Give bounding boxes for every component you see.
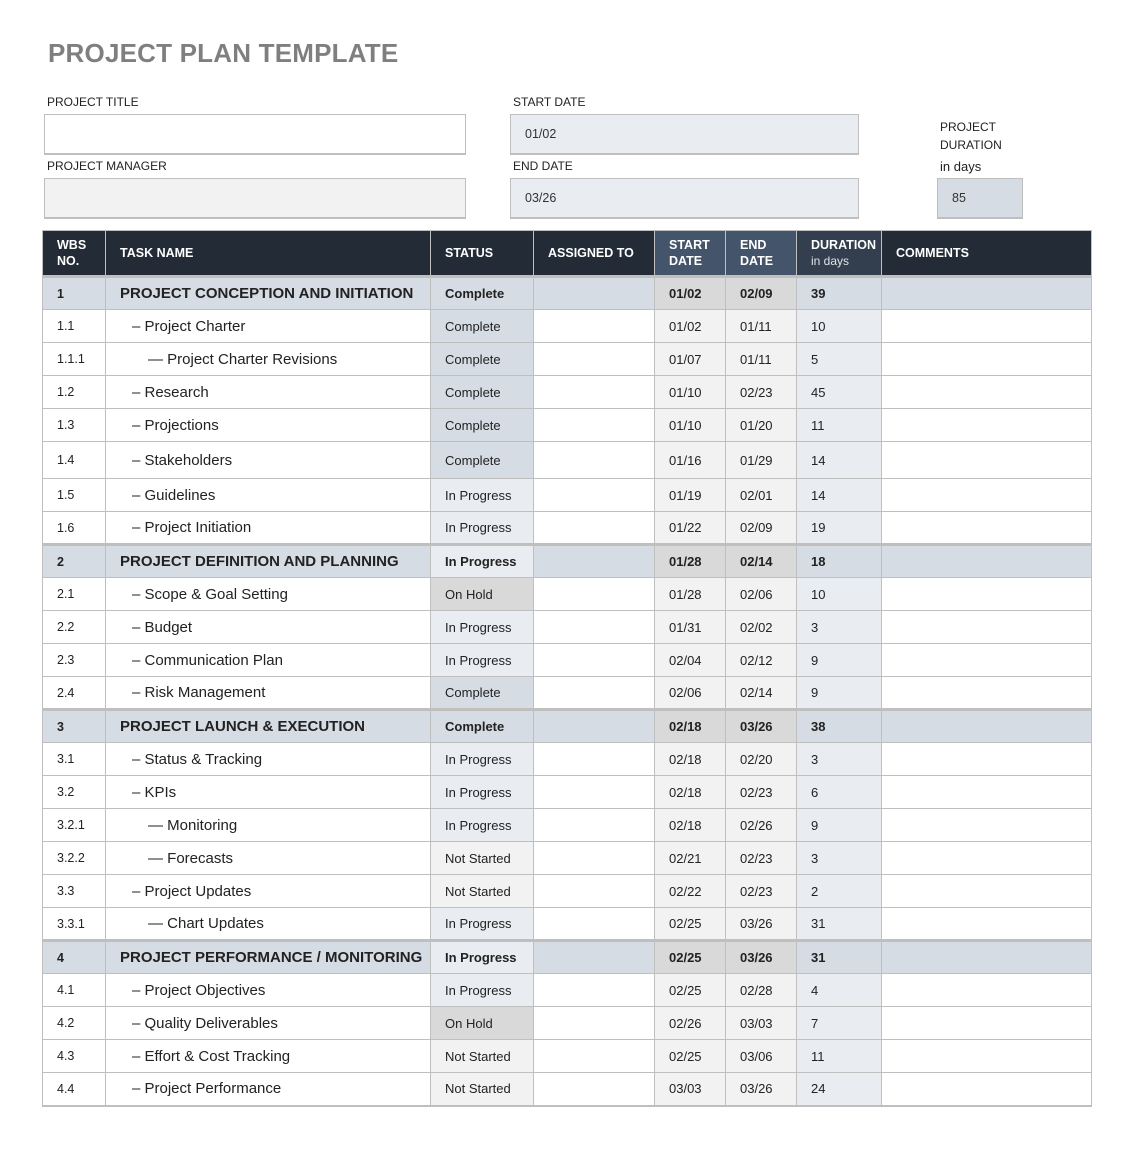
status-cell[interactable]: Complete xyxy=(431,677,534,710)
assigned-to-cell[interactable] xyxy=(534,343,655,376)
end-date-cell[interactable]: 02/01 xyxy=(726,479,797,512)
duration-cell: 9 xyxy=(797,677,882,710)
wbs-cell: 3.2 xyxy=(43,776,106,809)
start-date-cell[interactable]: 01/02 xyxy=(655,310,726,343)
end-date-cell[interactable]: 01/20 xyxy=(726,409,797,442)
assigned-to-cell[interactable] xyxy=(534,809,655,842)
task-name-cell[interactable]: – Project Performance xyxy=(106,1073,431,1106)
table-row xyxy=(43,442,1092,479)
duration-cell: 10 xyxy=(797,578,882,611)
project-title-field[interactable] xyxy=(44,114,466,155)
status-cell[interactable]: In Progress xyxy=(431,479,534,512)
duration-cell: 11 xyxy=(797,1040,882,1073)
end-date-cell[interactable]: 02/12 xyxy=(726,644,797,677)
wbs-cell: 2.1 xyxy=(43,578,106,611)
start-date-cell[interactable]: 01/07 xyxy=(655,343,726,376)
table-header-row xyxy=(43,231,1092,277)
status-cell[interactable]: Complete xyxy=(431,376,534,409)
assigned-to-cell[interactable] xyxy=(534,743,655,776)
wbs-cell: 1.1.1 xyxy=(43,343,106,376)
duration-cell: 45 xyxy=(797,376,882,409)
status-cell[interactable]: Not Started xyxy=(431,1073,534,1106)
task-name-cell[interactable]: – Effort & Cost Tracking xyxy=(106,1040,431,1073)
duration-cell: 19 xyxy=(797,512,882,545)
assigned-to-cell[interactable] xyxy=(534,1007,655,1040)
project-title-label: PROJECT TITLE xyxy=(47,95,139,109)
task-name-cell[interactable]: – Communication Plan xyxy=(106,644,431,677)
duration-cell: 38 xyxy=(797,710,882,743)
wbs-cell: 1.2 xyxy=(43,376,106,409)
status-cell[interactable]: Complete xyxy=(431,310,534,343)
start-date-cell[interactable]: 02/26 xyxy=(655,1007,726,1040)
wbs-cell: 3 xyxy=(43,710,106,743)
start-date-label: START DATE xyxy=(513,95,586,109)
header-duration: DURATION in days xyxy=(797,231,882,277)
assigned-to-cell[interactable] xyxy=(534,677,655,710)
start-date-cell[interactable]: 02/04 xyxy=(655,644,726,677)
end-date-cell[interactable]: 02/09 xyxy=(726,277,797,310)
table-row xyxy=(43,875,1092,908)
wbs-cell: 1.3 xyxy=(43,409,106,442)
assigned-to-cell[interactable] xyxy=(534,941,655,974)
status-cell[interactable]: On Hold xyxy=(431,1007,534,1040)
task-name-cell[interactable]: – Scope & Goal Setting xyxy=(106,578,431,611)
duration-cell: 2 xyxy=(797,875,882,908)
header-task-name: TASK NAME xyxy=(106,231,431,277)
project-manager-label: PROJECT MANAGER xyxy=(47,159,167,173)
end-date-cell[interactable]: 02/14 xyxy=(726,545,797,578)
project-plan-table xyxy=(42,230,1092,1107)
comments-cell[interactable] xyxy=(882,479,1092,512)
assigned-to-cell[interactable] xyxy=(534,479,655,512)
start-date-field[interactable]: 01/02 xyxy=(510,114,859,155)
status-cell[interactable]: On Hold xyxy=(431,578,534,611)
task-name-cell[interactable]: – Risk Management xyxy=(106,677,431,710)
wbs-cell: 1 xyxy=(43,277,106,310)
assigned-to-cell[interactable] xyxy=(534,376,655,409)
wbs-cell: 3.2.2 xyxy=(43,842,106,875)
table-body xyxy=(43,277,1092,1106)
start-date-cell[interactable]: 02/18 xyxy=(655,809,726,842)
comments-cell[interactable] xyxy=(882,875,1092,908)
task-name-cell[interactable]: – Project Objectives xyxy=(106,974,431,1007)
comments-cell[interactable] xyxy=(882,710,1092,743)
start-date-cell[interactable]: 02/21 xyxy=(655,842,726,875)
wbs-cell: 4.2 xyxy=(43,1007,106,1040)
status-cell[interactable]: Complete xyxy=(431,442,534,479)
status-cell[interactable]: Not Started xyxy=(431,875,534,908)
assigned-to-cell[interactable] xyxy=(534,1040,655,1073)
header-end-date: END DATE xyxy=(726,231,797,277)
project-duration-unit: in days xyxy=(940,159,982,174)
assigned-to-cell[interactable] xyxy=(534,974,655,1007)
wbs-cell: 4 xyxy=(43,941,106,974)
comments-cell[interactable] xyxy=(882,611,1092,644)
start-date-cell[interactable]: 03/03 xyxy=(655,1073,726,1106)
assigned-to-cell[interactable] xyxy=(534,277,655,310)
status-cell[interactable]: In Progress xyxy=(431,776,534,809)
comments-cell[interactable] xyxy=(882,578,1092,611)
header-wbs: WBS NO. xyxy=(43,231,106,277)
task-name-cell[interactable]: — Project Charter Revisions xyxy=(106,343,431,376)
assigned-to-cell[interactable] xyxy=(534,776,655,809)
status-cell[interactable]: In Progress xyxy=(431,974,534,1007)
end-date-cell[interactable]: 03/26 xyxy=(726,1073,797,1106)
status-cell[interactable]: In Progress xyxy=(431,512,534,545)
table-row xyxy=(43,578,1092,611)
start-date-cell[interactable]: 01/28 xyxy=(655,545,726,578)
wbs-cell: 2.3 xyxy=(43,644,106,677)
wbs-cell: 1.6 xyxy=(43,512,106,545)
task-name-cell[interactable]: – Project Initiation xyxy=(106,512,431,545)
table-row xyxy=(43,776,1092,809)
task-name-cell[interactable]: – Projections xyxy=(106,409,431,442)
duration-cell: 10 xyxy=(797,310,882,343)
start-date-cell[interactable]: 01/31 xyxy=(655,611,726,644)
wbs-cell: 1.4 xyxy=(43,442,106,479)
status-cell[interactable]: Not Started xyxy=(431,1040,534,1073)
start-date-cell[interactable]: 01/28 xyxy=(655,578,726,611)
start-date-cell[interactable]: 02/22 xyxy=(655,875,726,908)
table-row xyxy=(43,809,1092,842)
comments-cell[interactable] xyxy=(882,677,1092,710)
duration-cell: 39 xyxy=(797,277,882,310)
end-date-cell[interactable]: 02/02 xyxy=(726,611,797,644)
table-row xyxy=(43,974,1092,1007)
table-row xyxy=(43,644,1092,677)
start-date-cell[interactable]: 01/10 xyxy=(655,409,726,442)
table-row xyxy=(43,842,1092,875)
table-row xyxy=(43,1040,1092,1073)
comments-cell[interactable] xyxy=(882,442,1092,479)
end-date-cell[interactable]: 03/26 xyxy=(726,908,797,941)
status-cell[interactable]: Complete xyxy=(431,409,534,442)
assigned-to-cell[interactable] xyxy=(534,512,655,545)
status-cell[interactable]: Complete xyxy=(431,277,534,310)
header-start-date: START DATE xyxy=(655,231,726,277)
status-cell[interactable]: In Progress xyxy=(431,743,534,776)
page-title: PROJECT PLAN TEMPLATE xyxy=(48,38,399,68)
assigned-to-cell[interactable] xyxy=(534,442,655,479)
table-row xyxy=(43,677,1092,710)
comments-cell[interactable] xyxy=(882,941,1092,974)
duration-cell: 5 xyxy=(797,343,882,376)
end-date-cell[interactable]: 01/29 xyxy=(726,442,797,479)
project-duration-field: 85 xyxy=(937,178,1023,219)
duration-cell: 14 xyxy=(797,442,882,479)
header-comments: COMMENTS xyxy=(882,231,1092,277)
end-date-cell[interactable]: 01/11 xyxy=(726,310,797,343)
assigned-to-cell[interactable] xyxy=(534,545,655,578)
status-cell[interactable]: Complete xyxy=(431,710,534,743)
end-date-cell[interactable]: 02/23 xyxy=(726,875,797,908)
phase-row xyxy=(43,941,1092,974)
table-row xyxy=(43,479,1092,512)
header-status: STATUS xyxy=(431,231,534,277)
end-date-cell[interactable]: 02/23 xyxy=(726,842,797,875)
task-name-cell[interactable]: — Chart Updates xyxy=(106,908,431,941)
phase-row xyxy=(43,545,1092,578)
duration-cell: 9 xyxy=(797,644,882,677)
assigned-to-cell[interactable] xyxy=(534,611,655,644)
comments-cell[interactable] xyxy=(882,545,1092,578)
assigned-to-cell[interactable] xyxy=(534,310,655,343)
end-date-cell[interactable]: 02/20 xyxy=(726,743,797,776)
wbs-cell: 2.2 xyxy=(43,611,106,644)
task-name-cell[interactable]: – Quality Deliverables xyxy=(106,1007,431,1040)
end-date-cell[interactable]: 03/26 xyxy=(726,710,797,743)
start-date-cell[interactable]: 01/22 xyxy=(655,512,726,545)
project-duration-label-line2: DURATION xyxy=(940,138,1002,152)
end-date-label: END DATE xyxy=(513,159,573,173)
table-row xyxy=(43,1007,1092,1040)
end-date-cell[interactable]: 03/03 xyxy=(726,1007,797,1040)
comments-cell[interactable] xyxy=(882,842,1092,875)
wbs-cell: 3.3 xyxy=(43,875,106,908)
start-date-cell[interactable]: 02/06 xyxy=(655,677,726,710)
start-date-cell[interactable]: 02/25 xyxy=(655,974,726,1007)
comments-cell[interactable] xyxy=(882,376,1092,409)
phase-row xyxy=(43,277,1092,310)
end-date-cell[interactable]: 02/26 xyxy=(726,809,797,842)
task-name-cell[interactable]: PROJECT CONCEPTION AND INITIATION xyxy=(106,277,431,310)
assigned-to-cell[interactable] xyxy=(534,578,655,611)
comments-cell[interactable] xyxy=(882,809,1092,842)
comments-cell[interactable] xyxy=(882,1073,1092,1106)
duration-cell: 3 xyxy=(797,842,882,875)
comments-cell[interactable] xyxy=(882,310,1092,343)
task-name-cell[interactable]: – Project Updates xyxy=(106,875,431,908)
status-cell[interactable]: In Progress xyxy=(431,908,534,941)
start-date-cell[interactable]: 02/18 xyxy=(655,776,726,809)
assigned-to-cell[interactable] xyxy=(534,409,655,442)
duration-cell: 3 xyxy=(797,611,882,644)
task-name-cell[interactable]: – Guidelines xyxy=(106,479,431,512)
wbs-cell: 3.3.1 xyxy=(43,908,106,941)
task-name-cell[interactable]: PROJECT DEFINITION AND PLANNING xyxy=(106,545,431,578)
wbs-cell: 4.3 xyxy=(43,1040,106,1073)
start-date-cell[interactable]: 02/25 xyxy=(655,941,726,974)
duration-cell: 24 xyxy=(797,1073,882,1106)
status-cell[interactable]: In Progress xyxy=(431,644,534,677)
end-date-cell[interactable]: 02/09 xyxy=(726,512,797,545)
status-cell[interactable]: In Progress xyxy=(431,809,534,842)
task-name-cell[interactable]: — Forecasts xyxy=(106,842,431,875)
wbs-cell: 1.5 xyxy=(43,479,106,512)
task-name-cell[interactable]: — Monitoring xyxy=(106,809,431,842)
end-date-cell[interactable]: 03/26 xyxy=(726,941,797,974)
comments-cell[interactable] xyxy=(882,277,1092,310)
comments-cell[interactable] xyxy=(882,512,1092,545)
duration-cell: 18 xyxy=(797,545,882,578)
end-date-cell[interactable]: 02/28 xyxy=(726,974,797,1007)
duration-cell: 31 xyxy=(797,908,882,941)
project-duration-label xyxy=(940,118,1002,154)
wbs-cell: 1.1 xyxy=(43,310,106,343)
duration-cell: 31 xyxy=(797,941,882,974)
end-date-cell[interactable]: 02/23 xyxy=(726,776,797,809)
comments-cell[interactable] xyxy=(882,409,1092,442)
wbs-cell: 3.2.1 xyxy=(43,809,106,842)
comments-cell[interactable] xyxy=(882,1040,1092,1073)
table-row xyxy=(43,1073,1092,1106)
phase-row xyxy=(43,710,1092,743)
comments-cell[interactable] xyxy=(882,776,1092,809)
start-date-cell[interactable]: 01/02 xyxy=(655,277,726,310)
comments-cell[interactable] xyxy=(882,644,1092,677)
end-date-cell[interactable]: 02/06 xyxy=(726,578,797,611)
task-name-cell[interactable]: – Research xyxy=(106,376,431,409)
assigned-to-cell[interactable] xyxy=(534,710,655,743)
start-date-cell[interactable]: 01/16 xyxy=(655,442,726,479)
comments-cell[interactable] xyxy=(882,908,1092,941)
table-row xyxy=(43,743,1092,776)
end-date-field[interactable]: 03/26 xyxy=(510,178,859,219)
task-name-cell[interactable]: – Project Charter xyxy=(106,310,431,343)
status-cell[interactable]: In Progress xyxy=(431,545,534,578)
duration-cell: 9 xyxy=(797,809,882,842)
wbs-cell: 2 xyxy=(43,545,106,578)
task-name-cell[interactable]: PROJECT LAUNCH & EXECUTION xyxy=(106,710,431,743)
table-row xyxy=(43,611,1092,644)
table-row xyxy=(43,376,1092,409)
start-date-cell[interactable]: 02/18 xyxy=(655,743,726,776)
duration-cell: 3 xyxy=(797,743,882,776)
start-date-cell[interactable]: 02/18 xyxy=(655,710,726,743)
wbs-cell: 4.4 xyxy=(43,1073,106,1106)
wbs-cell: 3.1 xyxy=(43,743,106,776)
duration-cell: 4 xyxy=(797,974,882,1007)
assigned-to-cell[interactable] xyxy=(534,875,655,908)
project-manager-field[interactable] xyxy=(44,178,466,219)
task-name-cell[interactable]: – Status & Tracking xyxy=(106,743,431,776)
assigned-to-cell[interactable] xyxy=(534,842,655,875)
start-date-cell[interactable]: 01/19 xyxy=(655,479,726,512)
wbs-cell: 4.1 xyxy=(43,974,106,1007)
assigned-to-cell[interactable] xyxy=(534,644,655,677)
start-date-cell[interactable]: 02/25 xyxy=(655,908,726,941)
table-row xyxy=(43,310,1092,343)
end-date-cell[interactable]: 02/23 xyxy=(726,376,797,409)
duration-cell: 11 xyxy=(797,409,882,442)
duration-cell: 6 xyxy=(797,776,882,809)
status-cell[interactable]: Not Started xyxy=(431,842,534,875)
comments-cell[interactable] xyxy=(882,343,1092,376)
end-date-cell[interactable]: 02/14 xyxy=(726,677,797,710)
header-assigned-to: ASSIGNED TO xyxy=(534,231,655,277)
table-row xyxy=(43,908,1092,941)
task-name-cell[interactable]: – Stakeholders xyxy=(106,442,431,479)
task-name-cell[interactable]: – Budget xyxy=(106,611,431,644)
status-cell[interactable]: In Progress xyxy=(431,611,534,644)
task-name-cell[interactable]: – KPIs xyxy=(106,776,431,809)
status-cell[interactable]: In Progress xyxy=(431,941,534,974)
comments-cell[interactable] xyxy=(882,743,1092,776)
assigned-to-cell[interactable] xyxy=(534,908,655,941)
start-date-cell[interactable]: 02/25 xyxy=(655,1040,726,1073)
end-date-cell[interactable]: 03/06 xyxy=(726,1040,797,1073)
comments-cell[interactable] xyxy=(882,1007,1092,1040)
project-duration-label-line1: PROJECT xyxy=(940,120,997,134)
duration-cell: 7 xyxy=(797,1007,882,1040)
table-row xyxy=(43,409,1092,442)
table-row xyxy=(43,512,1092,545)
status-cell[interactable]: Complete xyxy=(431,343,534,376)
table-row xyxy=(43,343,1092,376)
wbs-cell: 2.4 xyxy=(43,677,106,710)
comments-cell[interactable] xyxy=(882,974,1092,1007)
task-name-cell[interactable]: PROJECT PERFORMANCE / MONITORING xyxy=(106,941,431,974)
start-date-cell[interactable]: 01/10 xyxy=(655,376,726,409)
duration-cell: 14 xyxy=(797,479,882,512)
end-date-cell[interactable]: 01/11 xyxy=(726,343,797,376)
assigned-to-cell[interactable] xyxy=(534,1073,655,1106)
